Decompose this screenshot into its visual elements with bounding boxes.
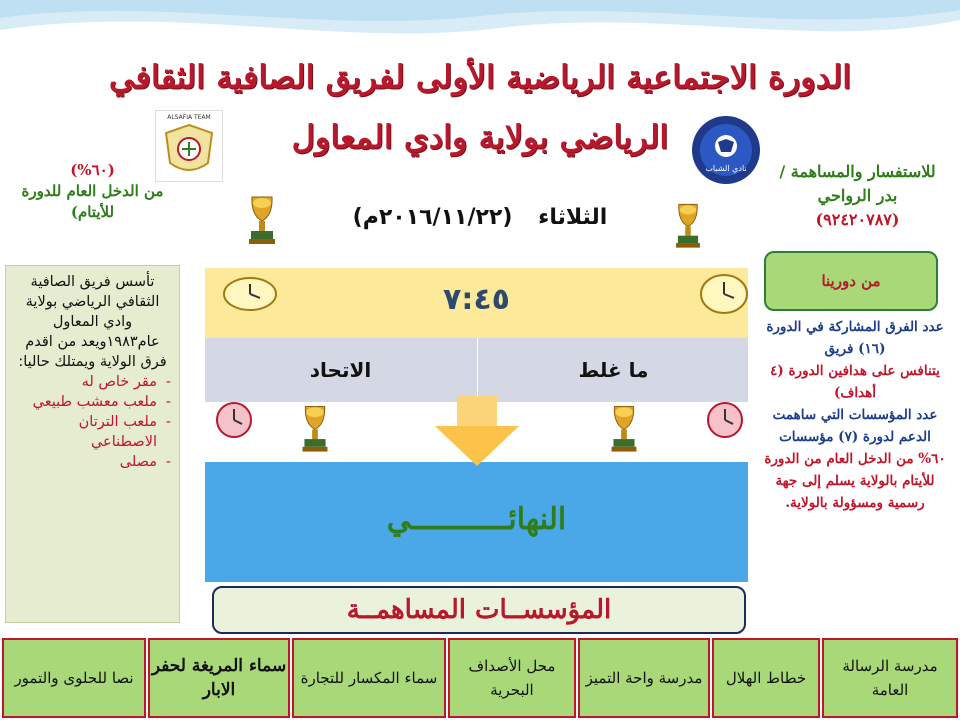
facility-item: - ملعب معشب طبيعي — [14, 392, 171, 412]
trophy-icon — [291, 402, 339, 456]
our-league-button[interactable]: من دورينا — [764, 251, 938, 311]
clock-icon — [222, 276, 278, 312]
clock-icon — [698, 272, 750, 316]
match-date — [300, 205, 660, 230]
match-date-value: (٢٠١٦/١١/٢٢م) — [352, 205, 513, 230]
match-time: ٧:٤٥ — [443, 282, 510, 317]
alsafia-logo-text: ALSAFIA TEAM — [167, 114, 211, 121]
stat-teams: عدد الفرق المشاركة في الدورة (١٦) فريق — [766, 319, 944, 357]
clock-icon — [214, 400, 254, 440]
sponsor-box: مدرسة واحة التميز — [578, 638, 710, 718]
contact-note — [760, 160, 955, 232]
club-logo-text: نادي الشباب — [705, 164, 747, 173]
trophy-icon — [237, 193, 287, 248]
team-info-intro: تأسس فريق الصافية الثقافي الرياضي بولاية وادي المعاول عام١٩٨٣ويعد من اقدم فرق الولاية ويمتلك حاليا: — [18, 274, 167, 370]
sponsor-box: نصا للحلوى والتمور — [2, 638, 146, 718]
stat-orphans: ٦٠% من الدخل العام من الدورة للأيتام بالولاية يسلم إلى جهة رسمية ومسؤولة بالولاية. — [764, 451, 946, 511]
sponsors-title: المؤسســات المساهمــة — [212, 586, 746, 634]
club-logo — [688, 112, 764, 188]
sponsor-box: مدرسة الرسالة العامة — [822, 638, 958, 718]
down-arrow-icon — [435, 396, 519, 466]
team-facilities-list — [14, 372, 171, 472]
sponsor-box: سماء المريغة لحفر الابار — [148, 638, 290, 718]
stat-goals: يتنافس على هدافين الدورة (٤ أهداف) — [770, 363, 940, 401]
team-right: ما غلط — [477, 338, 749, 402]
contact-phone: (٩٢٤٢٠٧٨٧) — [815, 210, 900, 229]
final-row — [205, 462, 748, 582]
contact-name: بدر الرواحي — [817, 186, 898, 205]
league-stats — [755, 316, 955, 514]
sponsor-box: خطاط الهلال — [712, 638, 820, 718]
percent-note — [5, 160, 180, 223]
page-title-line1: الدورة الاجتماعية الرياضية الأولى لفريق الصافية الثقافي — [108, 58, 852, 96]
sponsor-box: محل الأصداف البحرية — [448, 638, 576, 718]
sponsor-box: سماء المكسار للتجارة — [292, 638, 446, 718]
match-day: الثلاثاء — [538, 205, 608, 230]
trophy-icon — [600, 402, 648, 456]
facility-item: - ملعب الترتان الاصطناعي — [14, 412, 171, 452]
percent-description: من الدخل العام للدورة للأيتام) — [21, 182, 164, 221]
header-wave-decoration — [0, 0, 960, 60]
stat-sponsors: عدد المؤسسات التي ساهمت الدعم لدورة (٧) مؤسسات — [772, 407, 938, 445]
contact-line1: للاستفسار والمساهمة / — [779, 162, 936, 181]
facility-item: - مقر خاص له — [14, 372, 171, 392]
match-schedule — [205, 268, 748, 586]
percent-value: (٦٠%) — [70, 161, 115, 179]
teams-row — [205, 338, 748, 402]
match-time-row — [205, 268, 748, 338]
clock-icon — [705, 400, 745, 440]
facility-item: - مصلى — [14, 452, 171, 472]
final-label: النهائـــــــــــي — [386, 502, 567, 537]
page-title-line2: الرياضي بولاية وادي المعاول — [291, 118, 669, 156]
team-info-box — [5, 265, 180, 623]
trophy-icon — [665, 200, 711, 252]
team-left: الاتحاد — [309, 358, 372, 382]
